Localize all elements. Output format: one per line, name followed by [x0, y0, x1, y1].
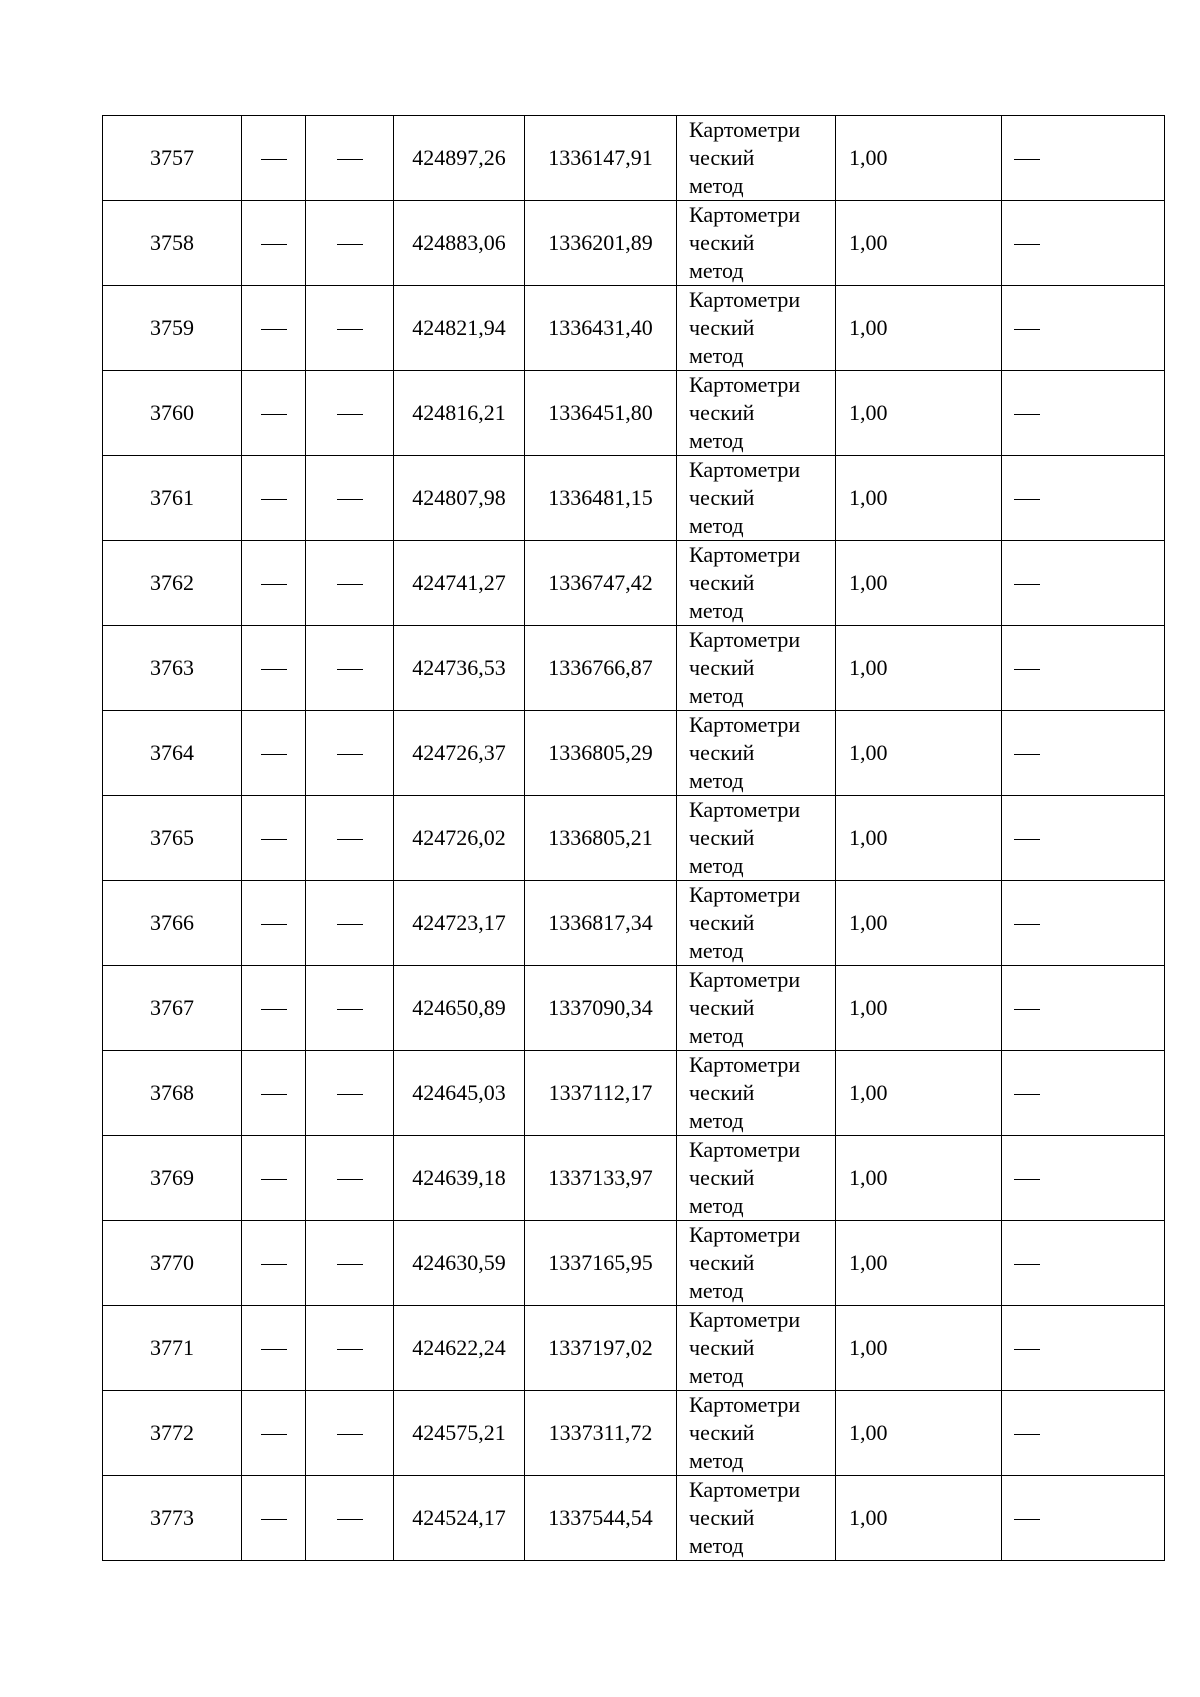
y-coordinate-cell: 1337112,17	[525, 1051, 677, 1136]
empty-dash-cell	[306, 1221, 394, 1306]
x-coordinate-cell: 424645,03	[394, 1051, 525, 1136]
empty-dash-cell	[1002, 1051, 1165, 1136]
table-row	[103, 881, 1165, 966]
point-number-cell: 3757	[103, 116, 242, 201]
table-row	[103, 711, 1165, 796]
empty-dash-cell	[1002, 286, 1165, 371]
em-dash	[1014, 584, 1040, 585]
empty-dash-cell	[1002, 1476, 1165, 1561]
table-row	[103, 796, 1165, 881]
accuracy-cell: 1,00	[836, 1476, 1002, 1561]
table-row	[103, 1136, 1165, 1221]
method-cell: Картометри ческий метод	[677, 796, 836, 881]
y-coordinate-cell: 1337311,72	[525, 1391, 677, 1476]
empty-dash-cell	[242, 201, 306, 286]
em-dash	[1014, 839, 1040, 840]
method-cell: Картометри ческий метод	[677, 626, 836, 711]
em-dash	[261, 414, 287, 415]
x-coordinate-cell: 424883,06	[394, 201, 525, 286]
empty-dash-cell	[1002, 626, 1165, 711]
empty-dash-cell	[242, 1391, 306, 1476]
em-dash	[337, 1519, 363, 1520]
table-row	[103, 1476, 1165, 1561]
em-dash	[337, 1434, 363, 1435]
empty-dash-cell	[306, 371, 394, 456]
coordinates-table	[102, 115, 1165, 1561]
empty-dash-cell	[1002, 371, 1165, 456]
table-row	[103, 1051, 1165, 1136]
table-row	[103, 626, 1165, 711]
empty-dash-cell	[306, 541, 394, 626]
point-number-cell: 3761	[103, 456, 242, 541]
x-coordinate-cell: 424726,37	[394, 711, 525, 796]
accuracy-cell: 1,00	[836, 371, 1002, 456]
em-dash	[337, 244, 363, 245]
empty-dash-cell	[242, 711, 306, 796]
em-dash	[261, 754, 287, 755]
empty-dash-cell	[306, 456, 394, 541]
x-coordinate-cell: 424723,17	[394, 881, 525, 966]
y-coordinate-cell: 1336805,29	[525, 711, 677, 796]
x-coordinate-cell: 424622,24	[394, 1306, 525, 1391]
empty-dash-cell	[1002, 1136, 1165, 1221]
point-number-cell: 3759	[103, 286, 242, 371]
empty-dash-cell	[306, 286, 394, 371]
point-number-cell: 3763	[103, 626, 242, 711]
empty-dash-cell	[242, 966, 306, 1051]
table-row	[103, 286, 1165, 371]
table-row	[103, 541, 1165, 626]
method-cell: Картометри ческий метод	[677, 881, 836, 966]
x-coordinate-cell: 424639,18	[394, 1136, 525, 1221]
em-dash	[261, 839, 287, 840]
point-number-cell: 3772	[103, 1391, 242, 1476]
empty-dash-cell	[306, 1391, 394, 1476]
table-row	[103, 1391, 1165, 1476]
y-coordinate-cell: 1337133,97	[525, 1136, 677, 1221]
x-coordinate-cell: 424726,02	[394, 796, 525, 881]
x-coordinate-cell: 424575,21	[394, 1391, 525, 1476]
accuracy-cell: 1,00	[836, 541, 1002, 626]
y-coordinate-cell: 1337090,34	[525, 966, 677, 1051]
method-cell: Картометри ческий метод	[677, 1051, 836, 1136]
point-number-cell: 3765	[103, 796, 242, 881]
empty-dash-cell	[242, 1051, 306, 1136]
table-row	[103, 966, 1165, 1051]
empty-dash-cell	[306, 116, 394, 201]
em-dash	[337, 159, 363, 160]
empty-dash-cell	[1002, 881, 1165, 966]
em-dash	[261, 584, 287, 585]
point-number-cell: 3768	[103, 1051, 242, 1136]
accuracy-cell: 1,00	[836, 966, 1002, 1051]
empty-dash-cell	[242, 1476, 306, 1561]
em-dash	[337, 669, 363, 670]
method-cell: Картометри ческий метод	[677, 1391, 836, 1476]
empty-dash-cell	[306, 711, 394, 796]
accuracy-cell: 1,00	[836, 796, 1002, 881]
y-coordinate-cell: 1336481,15	[525, 456, 677, 541]
em-dash	[261, 499, 287, 500]
em-dash	[261, 1349, 287, 1350]
em-dash	[261, 1519, 287, 1520]
empty-dash-cell	[1002, 711, 1165, 796]
empty-dash-cell	[1002, 796, 1165, 881]
accuracy-cell: 1,00	[836, 1136, 1002, 1221]
x-coordinate-cell: 424897,26	[394, 116, 525, 201]
empty-dash-cell	[306, 1051, 394, 1136]
y-coordinate-cell: 1337197,02	[525, 1306, 677, 1391]
em-dash	[261, 924, 287, 925]
empty-dash-cell	[242, 881, 306, 966]
empty-dash-cell	[242, 456, 306, 541]
em-dash	[337, 414, 363, 415]
table-row	[103, 1306, 1165, 1391]
point-number-cell: 3762	[103, 541, 242, 626]
point-number-cell: 3769	[103, 1136, 242, 1221]
em-dash	[1014, 754, 1040, 755]
y-coordinate-cell: 1336817,34	[525, 881, 677, 966]
em-dash	[1014, 1519, 1040, 1520]
empty-dash-cell	[242, 371, 306, 456]
point-number-cell: 3764	[103, 711, 242, 796]
empty-dash-cell	[242, 1306, 306, 1391]
empty-dash-cell	[306, 626, 394, 711]
accuracy-cell: 1,00	[836, 1306, 1002, 1391]
em-dash	[337, 584, 363, 585]
em-dash	[1014, 244, 1040, 245]
accuracy-cell: 1,00	[836, 881, 1002, 966]
empty-dash-cell	[1002, 541, 1165, 626]
em-dash	[1014, 329, 1040, 330]
empty-dash-cell	[1002, 1306, 1165, 1391]
table-row	[103, 371, 1165, 456]
x-coordinate-cell: 424524,17	[394, 1476, 525, 1561]
accuracy-cell: 1,00	[836, 116, 1002, 201]
point-number-cell: 3760	[103, 371, 242, 456]
em-dash	[1014, 1264, 1040, 1265]
em-dash	[337, 1094, 363, 1095]
point-number-cell: 3770	[103, 1221, 242, 1306]
y-coordinate-cell: 1336147,91	[525, 116, 677, 201]
method-cell: Картометри ческий метод	[677, 116, 836, 201]
y-coordinate-cell: 1337165,95	[525, 1221, 677, 1306]
accuracy-cell: 1,00	[836, 201, 1002, 286]
method-cell: Картометри ческий метод	[677, 456, 836, 541]
method-cell: Картометри ческий метод	[677, 1136, 836, 1221]
em-dash	[1014, 414, 1040, 415]
em-dash	[337, 839, 363, 840]
method-cell: Картометри ческий метод	[677, 966, 836, 1051]
em-dash	[1014, 924, 1040, 925]
table-row	[103, 1221, 1165, 1306]
table-row	[103, 456, 1165, 541]
method-cell: Картометри ческий метод	[677, 541, 836, 626]
em-dash	[261, 669, 287, 670]
x-coordinate-cell: 424741,27	[394, 541, 525, 626]
point-number-cell: 3766	[103, 881, 242, 966]
accuracy-cell: 1,00	[836, 711, 1002, 796]
table-row	[103, 201, 1165, 286]
em-dash	[337, 1264, 363, 1265]
accuracy-cell: 1,00	[836, 1391, 1002, 1476]
em-dash	[1014, 1349, 1040, 1350]
empty-dash-cell	[306, 881, 394, 966]
y-coordinate-cell: 1336201,89	[525, 201, 677, 286]
em-dash	[1014, 1434, 1040, 1435]
empty-dash-cell	[242, 1221, 306, 1306]
method-cell: Картометри ческий метод	[677, 201, 836, 286]
accuracy-cell: 1,00	[836, 626, 1002, 711]
em-dash	[337, 1179, 363, 1180]
em-dash	[1014, 1009, 1040, 1010]
em-dash	[261, 1434, 287, 1435]
point-number-cell: 3758	[103, 201, 242, 286]
em-dash	[337, 924, 363, 925]
empty-dash-cell	[1002, 116, 1165, 201]
empty-dash-cell	[1002, 966, 1165, 1051]
empty-dash-cell	[242, 626, 306, 711]
em-dash	[1014, 1094, 1040, 1095]
empty-dash-cell	[242, 796, 306, 881]
em-dash	[261, 1094, 287, 1095]
em-dash	[1014, 1179, 1040, 1180]
empty-dash-cell	[306, 796, 394, 881]
method-cell: Картометри ческий метод	[677, 371, 836, 456]
em-dash	[337, 329, 363, 330]
em-dash	[261, 1179, 287, 1180]
empty-dash-cell	[306, 1476, 394, 1561]
empty-dash-cell	[1002, 1221, 1165, 1306]
accuracy-cell: 1,00	[836, 1051, 1002, 1136]
table-body	[103, 116, 1165, 1561]
em-dash	[261, 159, 287, 160]
empty-dash-cell	[242, 286, 306, 371]
y-coordinate-cell: 1336451,80	[525, 371, 677, 456]
y-coordinate-cell: 1336805,21	[525, 796, 677, 881]
method-cell: Картометри ческий метод	[677, 1306, 836, 1391]
empty-dash-cell	[306, 1136, 394, 1221]
y-coordinate-cell: 1336431,40	[525, 286, 677, 371]
method-cell: Картометри ческий метод	[677, 711, 836, 796]
empty-dash-cell	[1002, 456, 1165, 541]
method-cell: Картометри ческий метод	[677, 286, 836, 371]
em-dash	[337, 1349, 363, 1350]
point-number-cell: 3767	[103, 966, 242, 1051]
em-dash	[261, 244, 287, 245]
table-row	[103, 116, 1165, 201]
point-number-cell: 3771	[103, 1306, 242, 1391]
empty-dash-cell	[1002, 1391, 1165, 1476]
em-dash	[1014, 669, 1040, 670]
em-dash	[1014, 499, 1040, 500]
em-dash	[261, 1264, 287, 1265]
method-cell: Картометри ческий метод	[677, 1476, 836, 1561]
point-number-cell: 3773	[103, 1476, 242, 1561]
accuracy-cell: 1,00	[836, 456, 1002, 541]
empty-dash-cell	[306, 1306, 394, 1391]
em-dash	[261, 1009, 287, 1010]
y-coordinate-cell: 1336747,42	[525, 541, 677, 626]
x-coordinate-cell: 424816,21	[394, 371, 525, 456]
accuracy-cell: 1,00	[836, 286, 1002, 371]
empty-dash-cell	[242, 116, 306, 201]
em-dash	[261, 329, 287, 330]
empty-dash-cell	[242, 541, 306, 626]
y-coordinate-cell: 1337544,54	[525, 1476, 677, 1561]
em-dash	[337, 499, 363, 500]
x-coordinate-cell: 424736,53	[394, 626, 525, 711]
em-dash	[337, 754, 363, 755]
x-coordinate-cell: 424630,59	[394, 1221, 525, 1306]
empty-dash-cell	[306, 201, 394, 286]
empty-dash-cell	[242, 1136, 306, 1221]
y-coordinate-cell: 1336766,87	[525, 626, 677, 711]
x-coordinate-cell: 424821,94	[394, 286, 525, 371]
method-cell: Картометри ческий метод	[677, 1221, 836, 1306]
x-coordinate-cell: 424650,89	[394, 966, 525, 1051]
x-coordinate-cell: 424807,98	[394, 456, 525, 541]
accuracy-cell: 1,00	[836, 1221, 1002, 1306]
em-dash	[337, 1009, 363, 1010]
empty-dash-cell	[306, 966, 394, 1051]
em-dash	[1014, 159, 1040, 160]
empty-dash-cell	[1002, 201, 1165, 286]
